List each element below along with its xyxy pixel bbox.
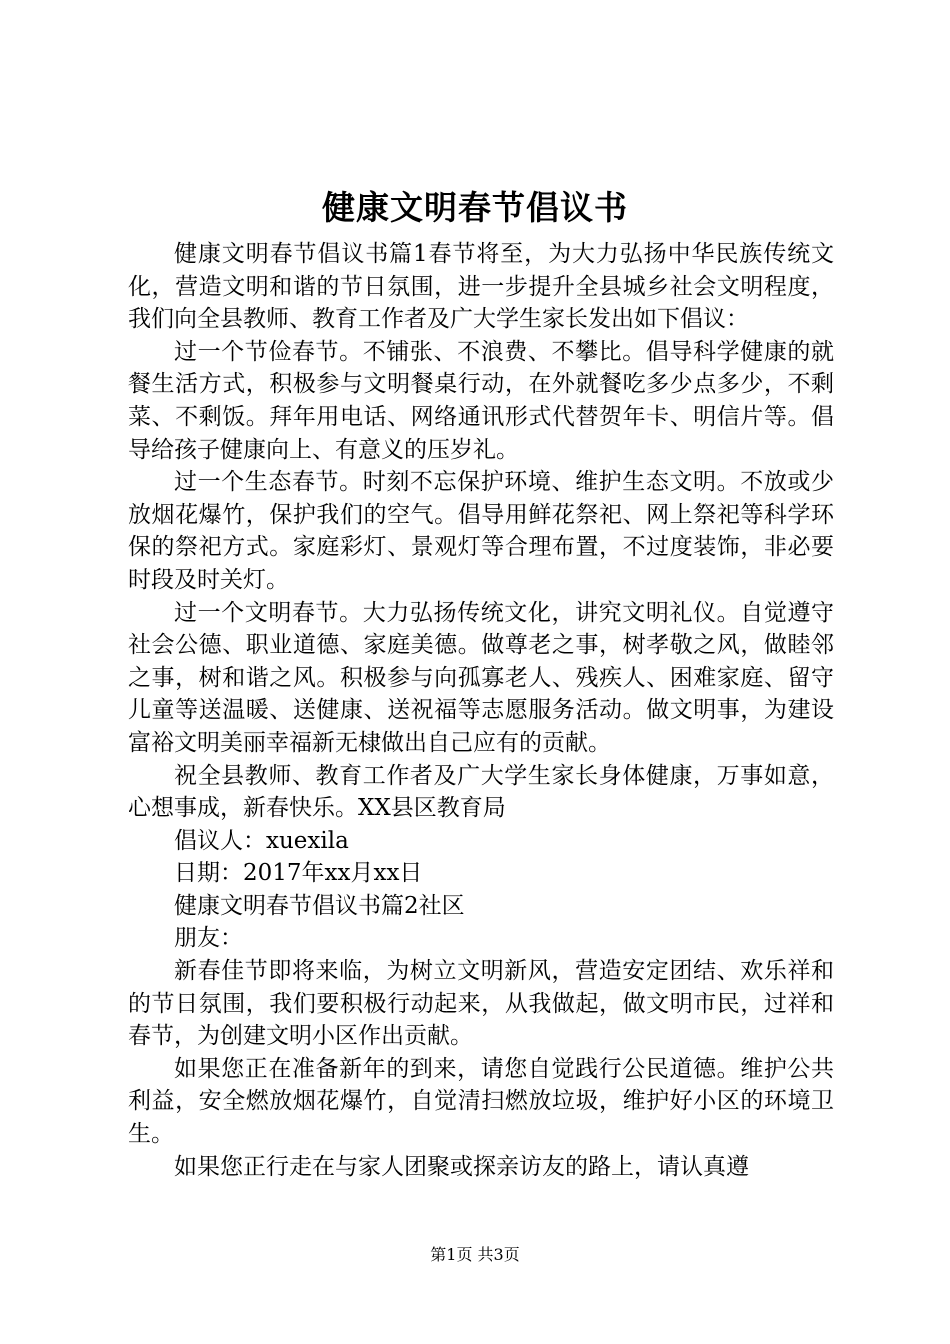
date-line: 日期：2017年xx月xx日: [174, 860, 423, 887]
salutation: 朋友：: [174, 925, 243, 952]
paragraph: 过一个生态春节。时刻不忘保护环境、维护生态文明。不放或少放烟花爆竹，保护我们的空气。倡导用鲜花祭祀、网上祭祀等科学环保的祭祀方式。家庭彩灯、景观灯等合理布置，不过度装饰，非必要时段及时关灯。: [128, 469, 834, 593]
paragraph: 如果您正在准备新年的到来，请您自觉践行公民道德。维护公共利益，安全燃放烟花爆竹，自觉清扫燃放垃圾，维护好小区的环境卫生。: [128, 1055, 834, 1148]
paragraph: 过一个节俭春节。不铺张、不浪费、不攀比。倡导科学健康的就餐生活方式，积极参与文明餐桌行动，在外就餐吃多少点多少，不剩菜、不剩饭。拜年用电话、网络通讯形式代替贺年卡、明信片等。倡导给孩子健康向上、有意义的压岁礼。: [128, 338, 834, 463]
paragraph: 过一个文明春节。大力弘扬传统文化，讲究文明礼仪。自觉遵守社会公德、职业道德、家庭美德。做尊老之事，树孝敬之风，做睦邻之事，树和谐之风。积极参与向孤寡老人、残疾人、困难家庭、留守儿童等送温暖、送健康、送祝福等志愿服务活动。做文明事，为建设富裕文明美丽幸福新无棣做出自己应有的贡献。: [128, 599, 834, 756]
document-title: 健康文明春节倡议书: [322, 188, 628, 227]
paragraph: 健康文明春节倡议书篇1春节将至，为大力弘扬中华民族传统文化，营造文明和谐的节日氛围，进一步提升全县城乡社会文明程度，我们向全县教师、教育工作者及广大学生家长发出如下倡议：: [128, 241, 834, 333]
paragraph: 新春佳节即将来临，为树立文明新风，营造安定团结、欢乐祥和的节日氛围，我们要积极行动起来，从我做起，做文明市民，过祥和春节，为创建文明小区作出贡献。: [128, 958, 834, 1050]
paragraph: 如果您正行走在与家人团聚或探亲访友的路上，请认真遵: [174, 1153, 749, 1180]
proposer-line: 倡议人：xuexila: [174, 827, 349, 854]
page-number-footer: 第1页 共3页: [430, 1245, 520, 1264]
paragraph: 祝全县教师、教育工作者及广大学生家长身体健康，万事如意，心想事成，新春快乐。XX县区教育局: [128, 762, 834, 822]
document-body: [128, 238, 834, 1183]
section-heading: 健康文明春节倡议书篇2社区: [174, 892, 465, 919]
